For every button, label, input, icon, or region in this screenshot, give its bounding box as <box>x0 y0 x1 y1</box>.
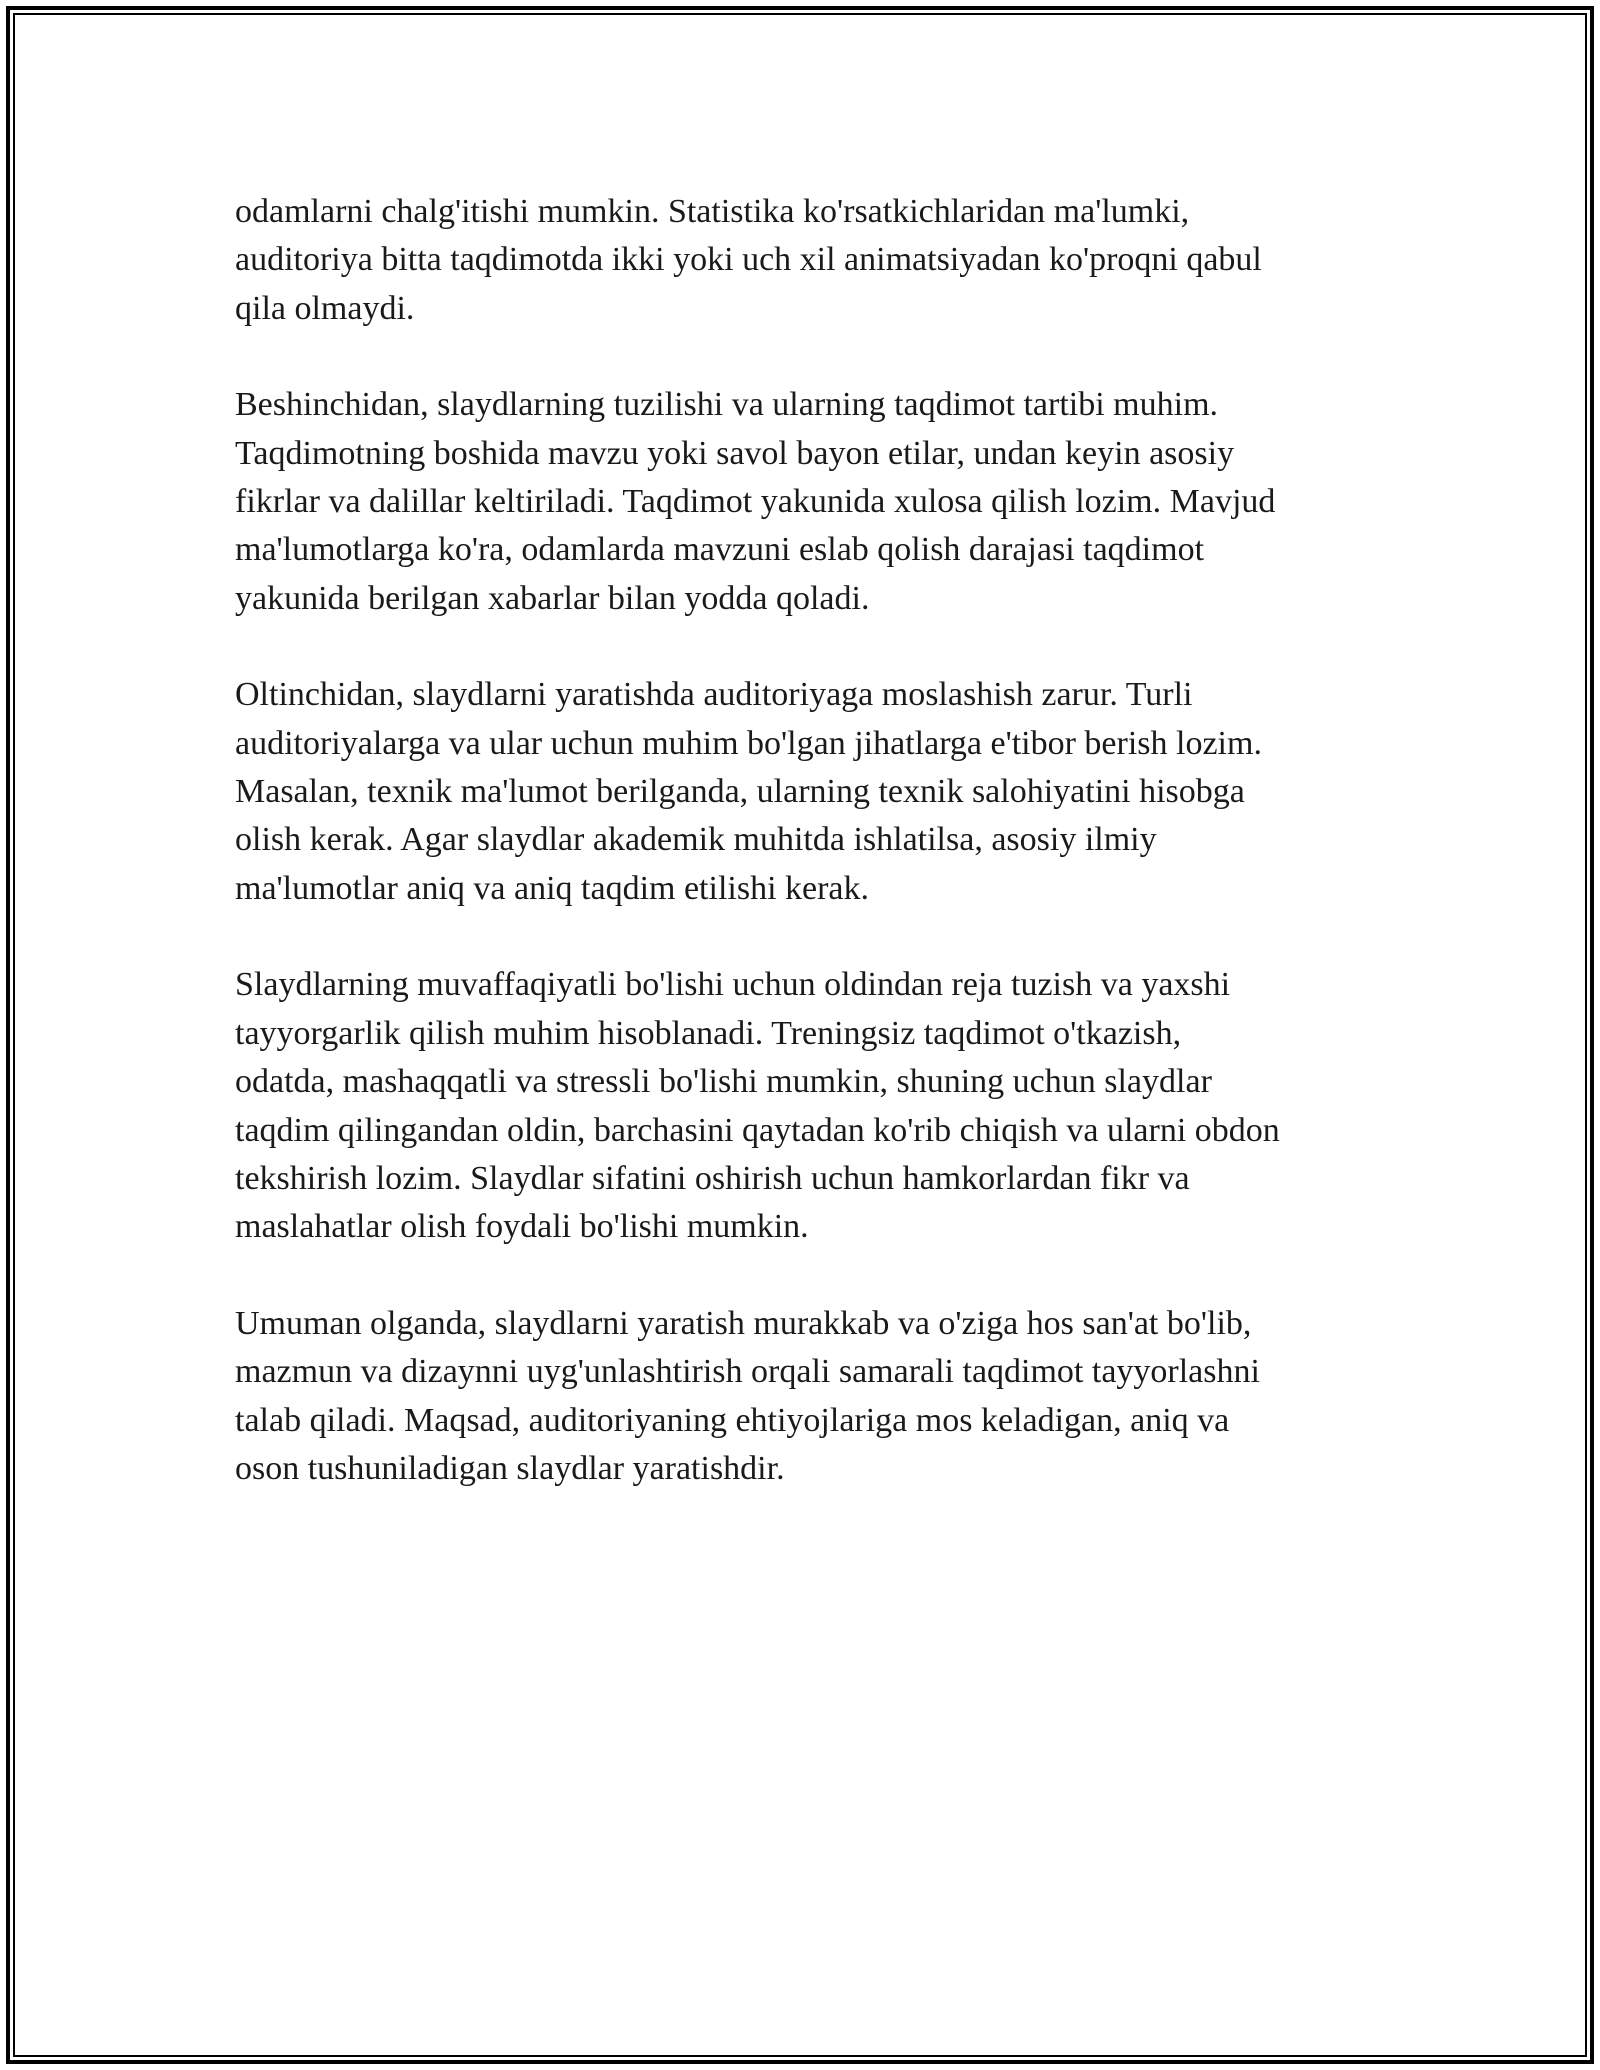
text-line: oson tushuniladigan slaydlar yaratishdir. <box>235 1449 785 1487</box>
text-line: yakunida berilgan xabarlar bilan yodda qoladi. <box>235 579 870 617</box>
paragraph-3 <box>235 671 1365 913</box>
text-line: talab qiladi. Maqsad, auditoriyaning ehtiyojlariga mos keladigan, aniq va <box>235 1401 1230 1439</box>
text-line: Beshinchidan, slaydlarning tuzilishi va ularning taqdimot tartibi muhim. <box>235 386 1219 424</box>
text-line: Masalan, texnik ma'lumot berilganda, ularning texnik salohiyatini hisobga <box>235 773 1245 811</box>
text-line: maslahatlar olish foydali bo'lishi mumkin. <box>235 1208 809 1246</box>
text-line: ma'lumotlarga ko'ra, odamlarda mavzuni eslab qolish darajasi taqdimot <box>235 531 1205 569</box>
paragraph-4 <box>235 961 1365 1251</box>
text-line: odatda, mashaqqatli va stressli bo'lishi mumkin, shuning uchun slaydlar <box>235 1063 1212 1101</box>
text-line: Taqdimotning boshida mavzu yoki savol bayon etilar, undan keyin asosiy <box>235 434 1235 472</box>
text-line: olish kerak. Agar slaydlar akademik muhitda ishlatilsa, asosiy ilmiy <box>235 821 1157 859</box>
paragraph-5 <box>235 1300 1365 1494</box>
text-line: odamlarni chalg'itishi mumkin. Statistika ko'rsatkichlaridan ma'lumki, <box>235 193 1190 230</box>
text-line: fikrlar va dalillar keltiriladi. Taqdimot yakunida xulosa qilish lozim. Mavjud <box>235 483 1276 521</box>
text-line: ma'lumotlar aniq va aniq taqdim etilishi kerak. <box>235 869 870 907</box>
paragraph-2 <box>235 381 1365 623</box>
text-line: Umuman olganda, slaydlarni yaratish murakkab va o'ziga hos san'at bo'lib, <box>235 1304 1252 1342</box>
text-line: Slaydlarning muvaffaqiyatli bo'lishi uchun oldindan reja tuzish va yaxshi <box>235 966 1231 1004</box>
document-body <box>235 188 1365 1541</box>
text-line: tekshirish lozim. Slaydlar sifatini oshirish uchun hamkorlardan fikr va <box>235 1159 1190 1197</box>
text-line: qila olmaydi. <box>235 289 415 327</box>
paragraph-1 <box>235 188 1365 333</box>
text-line: auditoriya bitta taqdimotda ikki yoki uch xil animatsiyadan ko'proqni qabul <box>235 241 1262 279</box>
text-line: mazmun va dizaynni uyg'unlashtirish orqali samarali taqdimot tayyorlashni <box>235 1353 1260 1391</box>
text-line: auditoriyalarga va ular uchun muhim bo'lgan jihatlarga e'tibor berish lozim. <box>235 724 1262 762</box>
text-line: Oltinchidan, slaydlarni yaratishda auditoriyaga moslashish zarur. Turli <box>235 676 1193 714</box>
text-line: tayyorgarlik qilish muhim hisoblanadi. Treningsiz taqdimot o'tkazish, <box>235 1014 1182 1052</box>
text-line: taqdim qilingandan oldin, barchasini qaytadan ko'rib chiqish va ularni obdon <box>235 1111 1280 1149</box>
